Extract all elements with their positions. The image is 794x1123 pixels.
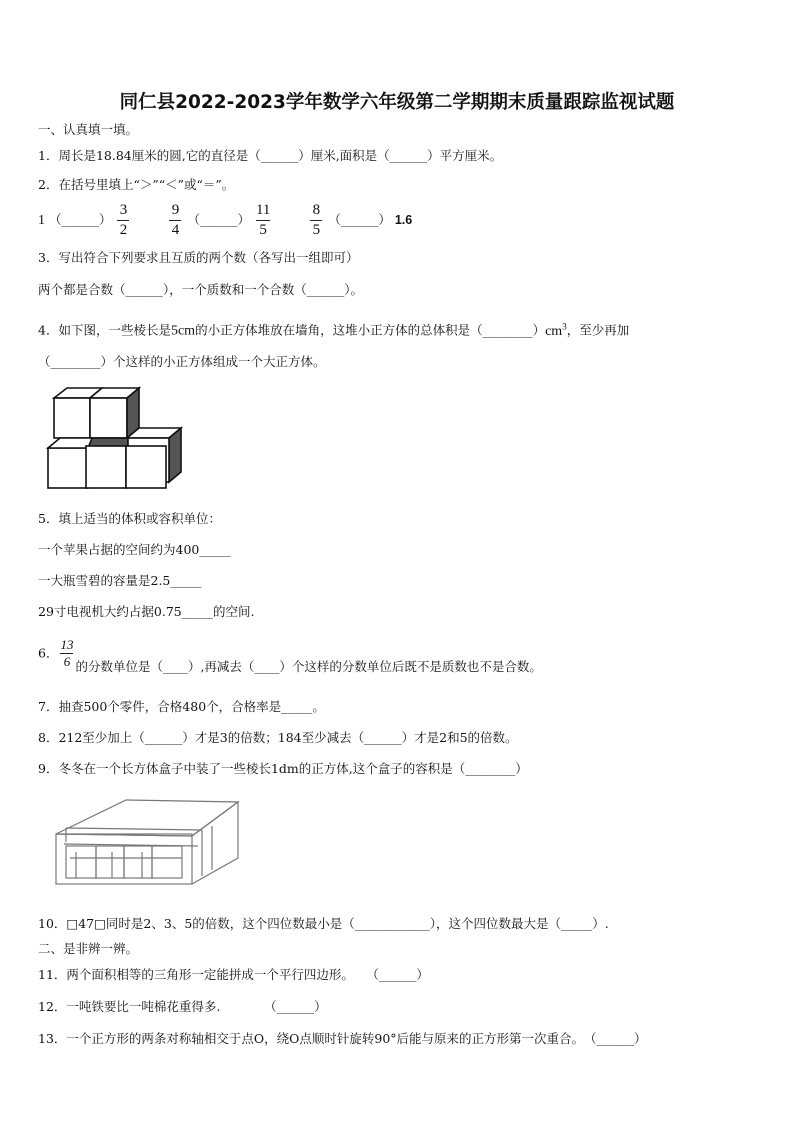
question-12: 12．一吨铁要比一吨棉花重得多. （______） [38, 999, 327, 1014]
question-3-answer-line: 两个都是合数（______），一个质数和一个合数（______）。 [38, 282, 364, 297]
question-4-continued: （________）个这样的小正方体组成一个大正方体。 [38, 354, 326, 369]
question-2-comparisons [38, 201, 412, 240]
fraction-9-4: $\frac{9}{4}$ [169, 202, 181, 239]
unit-cm3: $cm^3$ [545, 321, 567, 339]
box-with-cubes-figure [52, 796, 244, 888]
compare-2-blank: （______） [187, 212, 250, 227]
question-10: 10．□47□同时是2、3、5的倍数，这个四位数最小是（____________），这个四位数最大是（_____）. [38, 916, 609, 931]
section-heading-2: 二、是非辨一辨。 [38, 941, 139, 956]
question-6: 6． $\frac{13}{6}$ 的分数单位是（____）,再减去（____）个这样的分数单位后既不是质数也不是合数。 [38, 637, 542, 674]
question-5-item-b: 一大瓶雪碧的容量是2.5_____ [38, 573, 202, 588]
question-5-item-c: 29寸电视机大约占据0.75_____的空间. [38, 604, 255, 619]
fraction-3-2: $\frac{3}{2}$ [117, 202, 129, 239]
fraction-13-6: $\frac{13}{6}$ [60, 637, 74, 669]
unit-5cm: 5cm [170, 323, 196, 339]
question-13: 13．一个正方形的两条对称轴相交于点O，绕O点顺时针旋转90°后能与原来的正方形第一次重合。 （______） [38, 1031, 647, 1046]
question-7: 7．抽查500个零件，合格480个，合格率是_____。 [38, 699, 325, 714]
compare-1-blank: （______） [48, 212, 112, 227]
question-11: 11．两个面积相等的三角形一定能拼成一个平行四边形。 （______） [38, 967, 429, 982]
compare-3-right: 1.6 [394, 213, 413, 227]
section-heading-1: 一、认真填一填。 [38, 122, 139, 137]
fraction-11-5: $\frac{11}{5}$ [255, 202, 271, 238]
question-3: 3．写出符合下列要求且互质的两个数（各写出一组即可） [38, 250, 359, 265]
question-1: 1．周长是18.84厘米的圆,它的直径是（______）厘米,面积是（______）平方厘米。 [38, 148, 503, 163]
question-4: 4．如下图，一些棱长是5cm的小正方体堆放在墙角，这堆小正方体的总体积是$(\_\_\_\_\_\_\_\_)cm^3$，至少再加 [38, 321, 630, 339]
fraction-8-5: $\frac{8}{5}$ [310, 202, 322, 239]
compare-3-blank: （______） [328, 212, 391, 227]
question-9: 9．冬冬在一个长方体盒子中装了一些棱长1dm的正方体,这个盒子的容积是（________） [38, 761, 528, 776]
question-2: 2．在括号里填上“＞”“＜”或“＝”。 [38, 177, 235, 192]
page-title: 同仁县2022-2023学年数学六年级第二学期期末质量跟踪监视试题 [119, 92, 675, 113]
cube-stack-figure [42, 386, 187, 492]
compare-1-left: 1 [38, 213, 45, 228]
question-5: 5．填上适当的体积或容积单位： [38, 511, 221, 526]
question-8: 8．212至少加上（______）才是3的倍数；184至少减去（______）才是2和5的倍数。 [38, 730, 518, 745]
question-5-item-a: 一个苹果占据的空间约为400_____ [38, 542, 231, 557]
